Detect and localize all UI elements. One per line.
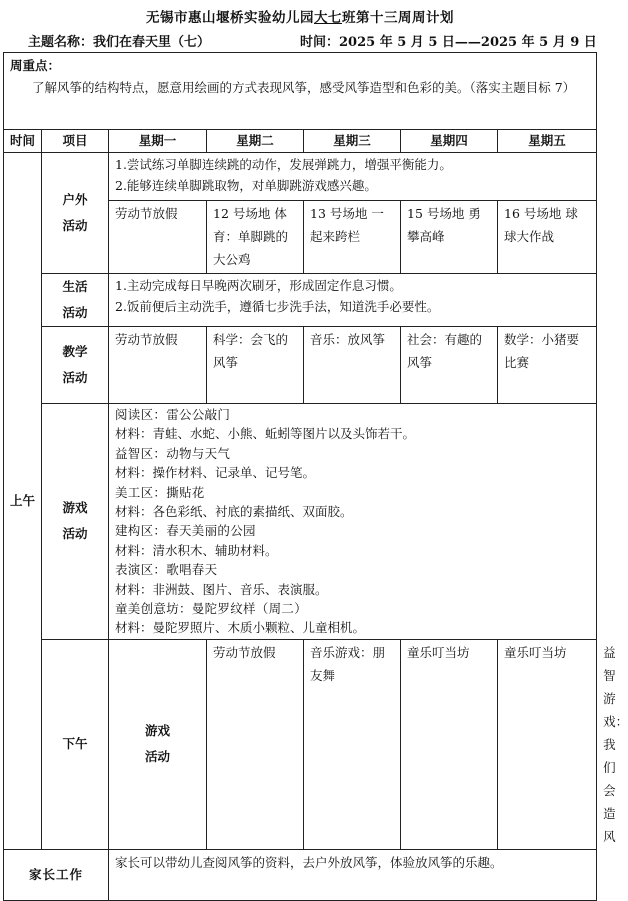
life-goals <box>109 274 597 327</box>
outdoor-thu: 15 号场地 勇攀高峰 <box>401 201 498 274</box>
teaching-wed: 音乐：放风筝 <box>304 327 401 404</box>
focus-cell <box>4 53 597 130</box>
afternoon-game-label <box>109 639 207 849</box>
outdoor-label-1: 户外 <box>62 192 88 207</box>
teaching-tue: 科学：会飞的风筝 <box>207 327 304 404</box>
game-line-5: 美工区：撕贴花 <box>115 484 205 500</box>
outdoor-label <box>42 153 109 274</box>
life-label-1: 生活 <box>62 279 88 294</box>
afternoon-thu: 童乐叮当坊 <box>498 639 597 849</box>
parents-text: 家长可以带幼儿查阅风筝的资料，去户外放风筝，体验放风筝的乐趣。 <box>109 849 597 900</box>
title-suffix: 班第十三周周计划 <box>342 10 454 26</box>
outdoor-goals <box>109 153 597 201</box>
outdoor-goals-row <box>4 153 597 201</box>
afternoon-wed: 童乐叮当坊 <box>401 639 498 849</box>
focus-label: 周重点： <box>10 58 61 73</box>
game-areas <box>109 404 597 640</box>
title-class-name: 大七 <box>314 10 342 26</box>
game-line-10: 材料：非洲鼓、图片、音乐、表演服。 <box>115 581 328 597</box>
outdoor-goal-2: 2.能够连续单脚跳取物，对单脚跳游戏感兴趣。 <box>115 178 377 193</box>
teaching-label <box>42 327 109 404</box>
game-line-6: 材料：各色彩纸、衬底的素描纸、双面胶。 <box>115 504 353 520</box>
focus-text: 了解风筝的结构特点，愿意用绘画的方式表现风筝，感受风筝造型和色彩的美。（落实主题目标 7） <box>32 80 576 95</box>
outdoor-label-2: 活动 <box>62 218 88 233</box>
outdoor-tue: 12 号场地 体育：单脚跳的大公鸡 <box>207 201 304 274</box>
game-line-11: 童美创意坊：曼陀罗纹样（周二） <box>115 601 308 617</box>
header-day-fri: 星期五 <box>498 130 597 153</box>
afternoon-label: 下午 <box>42 639 109 849</box>
header-day-thu: 星期四 <box>401 130 498 153</box>
life-row <box>4 274 597 327</box>
header-day-mon: 星期一 <box>109 130 207 153</box>
game-line-4: 材料：操作材料、记录单、记号笔。 <box>115 465 316 481</box>
game-line-3: 益智区：动物与天气 <box>115 445 231 461</box>
weekly-plan-table <box>3 52 628 901</box>
game-line-2: 材料：青蛙、水蛇、小熊、蚯蚓等图片以及头饰若干。 <box>115 426 416 442</box>
game-label-1: 游戏 <box>62 500 88 516</box>
teaching-mon: 劳动节放假 <box>109 327 207 404</box>
game-line-12: 材料：曼陀罗照片、木质小颗粒、儿童相机。 <box>115 620 366 636</box>
header-item: 项目 <box>42 130 109 153</box>
outdoor-fri: 16 号场地 球球大作战 <box>498 201 597 274</box>
afternoon-label-2: 活动 <box>144 749 170 765</box>
teaching-label-1: 教学 <box>62 344 88 359</box>
parents-label: 家长工作 <box>4 849 109 900</box>
game-label <box>42 404 109 640</box>
date-range: 时间：2025 年 5 月 5 日——2025 年 5 月 9 日 <box>300 35 597 50</box>
teaching-row <box>4 327 597 404</box>
theme-name: 主题名称：我们在春天里（七） <box>28 35 211 50</box>
game-line-1: 阅读区：雷公公敲门 <box>115 407 231 422</box>
header-time: 时间 <box>4 130 42 153</box>
outdoor-wed: 13 号场地 一起来跨栏 <box>304 201 401 274</box>
teaching-thu: 社会：有趣的风筝 <box>401 327 498 404</box>
afternoon-mon: 劳动节放假 <box>207 639 304 849</box>
header-day-tue: 星期二 <box>207 130 304 153</box>
game-line-9: 表演区：歌唱春天 <box>115 562 218 578</box>
afternoon-row: 下午 游戏 活动 劳动节放假 音乐游戏：朋友舞 童乐叮当坊 童乐叮当坊 益智游戏：我们会造风 <box>4 639 597 849</box>
life-goal-2: 2.饭前便后主动洗手，遵循七步洗手法，知道洗手必要性。 <box>115 299 440 314</box>
game-label-2: 活动 <box>62 526 88 542</box>
focus-row <box>4 53 597 130</box>
teaching-label-2: 活动 <box>62 370 88 385</box>
header-row <box>4 130 597 153</box>
header-day-wed: 星期三 <box>304 130 401 153</box>
life-goal-1: 1.主动完成每日早晚两次刷牙，形成固定作息习惯。 <box>115 278 402 293</box>
outdoor-mon: 劳动节放假 <box>109 201 207 274</box>
game-line-7: 建构区：春天美丽的公园 <box>115 523 256 539</box>
life-label-2: 活动 <box>62 305 88 320</box>
afternoon-label-1: 游戏 <box>144 723 170 739</box>
game-row <box>4 404 597 640</box>
afternoon-tue: 音乐游戏：朋友舞 <box>304 639 401 849</box>
life-label <box>42 274 109 327</box>
parents-row <box>4 849 597 900</box>
outdoor-goal-1: 1.尝试练习单脚连续跳的动作，发展弹跳力，增强平衡能力。 <box>115 157 452 172</box>
teaching-fri: 数学：小猪要比赛 <box>498 327 597 404</box>
game-line-8: 材料：清水积木、辅助材料。 <box>115 542 278 558</box>
page-title <box>0 6 600 26</box>
title-prefix: 无锡市惠山堰桥实验幼儿园 <box>146 10 314 26</box>
morning-label: 上午 <box>4 153 42 850</box>
